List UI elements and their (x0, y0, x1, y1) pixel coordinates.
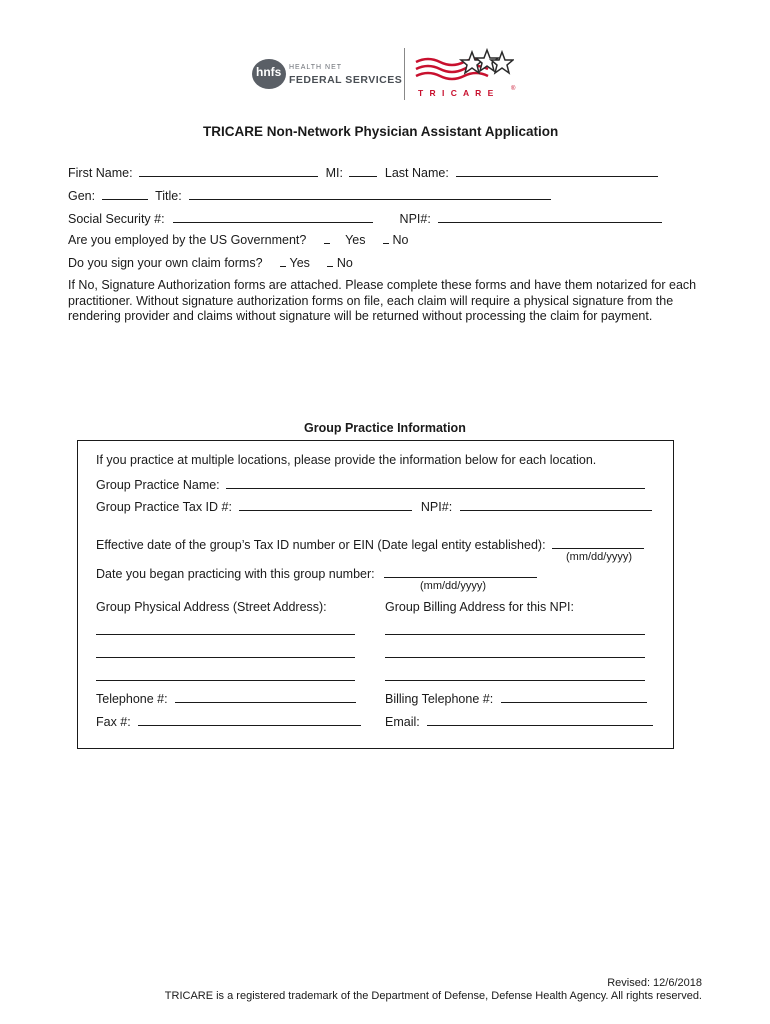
email-row (385, 713, 653, 729)
ssn-field[interactable] (173, 210, 373, 223)
gen-field[interactable] (102, 187, 148, 200)
employed-yes-label: Yes (345, 233, 366, 247)
last-name-label: Last Name: (384, 166, 449, 180)
tricare-wordmark: T R I C A R E (418, 88, 496, 98)
hnfs-line1: HEALTH NET (289, 64, 343, 71)
began-date-format: (mm/dd/yyyy) (420, 580, 486, 592)
tricare-registered: ® (511, 86, 516, 92)
group-npi-label: NPI#: (420, 500, 453, 514)
billing-address-line-2[interactable] (385, 645, 645, 658)
hnfs-line2: FEDERAL SERVICES (289, 74, 403, 86)
effective-date-field[interactable] (552, 536, 644, 549)
group-tax-label: Group Practice Tax ID #: (96, 500, 232, 514)
group-name-row (96, 476, 645, 492)
ssn-npi-row (68, 210, 662, 226)
trademark-notice: TRICARE is a registered trademark of the Department of Defense, Defense Health Agency. All rights reserved. (164, 990, 702, 1002)
group-name-label: Group Practice Name: (96, 478, 220, 492)
mi-field[interactable] (349, 164, 377, 177)
employed-question: Are you employed by the US Government? (68, 233, 307, 247)
telephone-label: Telephone #: (96, 692, 168, 706)
signature-note: If No, Signature Authorization forms are attached. Please complete these forms and have them notarized for each practitioner. Without signature authorization forms on file, each claim will require a physical signature from the rendering provider and claims without signature will be returned without processing the claim for payment. (68, 278, 697, 323)
employed-yes-checkbox[interactable] (324, 238, 330, 244)
logo-divider (404, 48, 405, 100)
first-name-row (68, 164, 658, 180)
fax-row (96, 713, 361, 729)
tricare-waves-stars-icon (414, 46, 514, 86)
claims-no-checkbox[interactable] (327, 261, 333, 267)
hnfs-logo (252, 52, 403, 94)
billing-address-line-1[interactable] (385, 622, 645, 635)
claims-yes-label: Yes (289, 256, 310, 270)
group-tax-row (96, 498, 652, 514)
began-date-row (96, 565, 537, 581)
employed-no-checkbox[interactable] (383, 238, 389, 244)
billing-telephone-field[interactable] (501, 690, 647, 703)
gen-title-row (68, 187, 551, 203)
first-name-label: First Name: (68, 166, 133, 180)
claims-question: Do you sign your own claim forms? (68, 256, 263, 270)
fax-field[interactable] (138, 713, 361, 726)
billing-telephone-row (385, 690, 647, 706)
claims-question-row (68, 256, 353, 270)
physical-address-label: Group Physical Address (Street Address): (96, 600, 327, 614)
gen-label: Gen: (68, 189, 96, 203)
employed-no-label: No (392, 233, 409, 247)
telephone-field[interactable] (175, 690, 356, 703)
physical-address-line-1[interactable] (96, 622, 355, 635)
last-name-field[interactable] (456, 164, 658, 177)
revised-date: Revised: 12/6/2018 (607, 977, 702, 989)
billing-address-label: Group Billing Address for this NPI: (385, 600, 574, 614)
physical-address-line-3[interactable] (96, 668, 355, 681)
effective-date-row (96, 536, 644, 552)
began-date-label: Date you began practicing with this group number: (96, 567, 375, 581)
page-title: TRICARE Non-Network Physician Assistant Application (203, 124, 559, 139)
group-name-field[interactable] (226, 476, 645, 489)
billing-address-line-3[interactable] (385, 668, 645, 681)
effective-date-format: (mm/dd/yyyy) (566, 551, 632, 563)
npi-field[interactable] (438, 210, 662, 223)
began-date-field[interactable] (384, 565, 537, 578)
email-label: Email: (385, 715, 420, 729)
group-npi-field[interactable] (460, 498, 652, 511)
claims-no-label: No (336, 256, 353, 270)
group-intro: If you practice at multiple locations, please provide the information below for each location. (96, 453, 597, 467)
ssn-label: Social Security #: (68, 212, 165, 226)
tricare-logo (414, 46, 524, 102)
group-heading: Group Practice Information (304, 421, 466, 435)
effective-date-label: Effective date of the group’s Tax ID number or EIN (Date legal entity established): (96, 538, 546, 552)
first-name-field[interactable] (139, 164, 318, 177)
telephone-row (96, 690, 356, 706)
title-label: Title: (155, 189, 182, 203)
hnfs-mark-text: hnfs (256, 65, 282, 79)
title-field[interactable] (189, 187, 551, 200)
npi-label: NPI#: (399, 212, 431, 226)
group-tax-field[interactable] (239, 498, 412, 511)
fax-label: Fax #: (96, 715, 131, 729)
mi-label: MI: (325, 166, 343, 180)
physical-address-line-2[interactable] (96, 645, 355, 658)
employed-question-row (68, 233, 408, 247)
billing-telephone-label: Billing Telephone #: (385, 692, 494, 706)
email-field[interactable] (427, 713, 653, 726)
claims-yes-checkbox[interactable] (280, 261, 286, 267)
